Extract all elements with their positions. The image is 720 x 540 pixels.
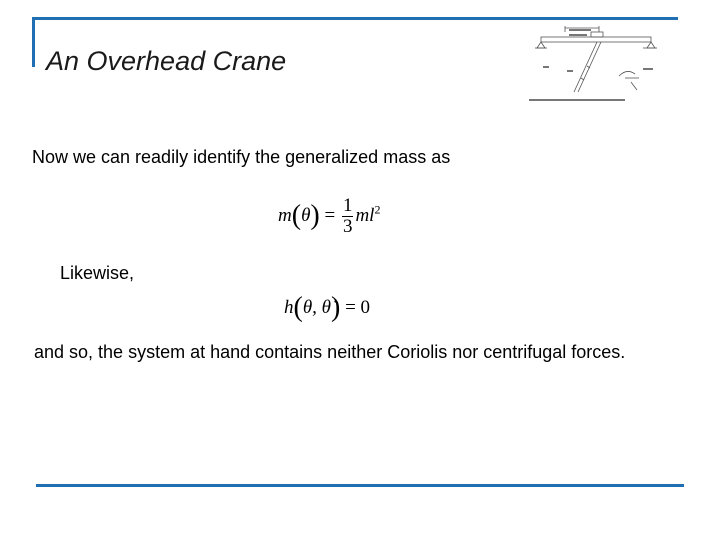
h-arguments: θ, θ̇: [302, 297, 331, 318]
theta-variable: θ: [301, 204, 311, 226]
frame-left-line: [32, 17, 35, 67]
fraction-denominator: 3: [342, 216, 353, 237]
frame-top-line: [32, 17, 678, 20]
h-equals-zero: = 0: [345, 297, 371, 318]
crane-diagram: [527, 24, 657, 106]
exponent: 2: [374, 202, 381, 217]
fraction-numerator: 1: [342, 195, 353, 216]
ml-term: ml: [355, 204, 375, 226]
likewise-text: Likewise,: [60, 263, 135, 283]
equals-sign: =: [324, 204, 336, 226]
frame-bottom-line: [36, 484, 684, 487]
mass-function-symbol: m: [278, 204, 292, 226]
intro-text: Now we can readily identify the generalized mass as: [32, 147, 451, 167]
conclusion-text: and so, the system at hand contains neither Coriolis nor centrifugal forces.: [34, 342, 626, 362]
h-equation: h(θ, θ̇) = 0: [284, 292, 371, 323]
h-function-symbol: h: [284, 297, 294, 318]
one-third-fraction: [342, 196, 354, 237]
slide-title: An Overhead Crane: [46, 46, 287, 76]
mass-equation: m(θ) = $\frac{1}{3}$ $ml^2$: [278, 195, 381, 237]
